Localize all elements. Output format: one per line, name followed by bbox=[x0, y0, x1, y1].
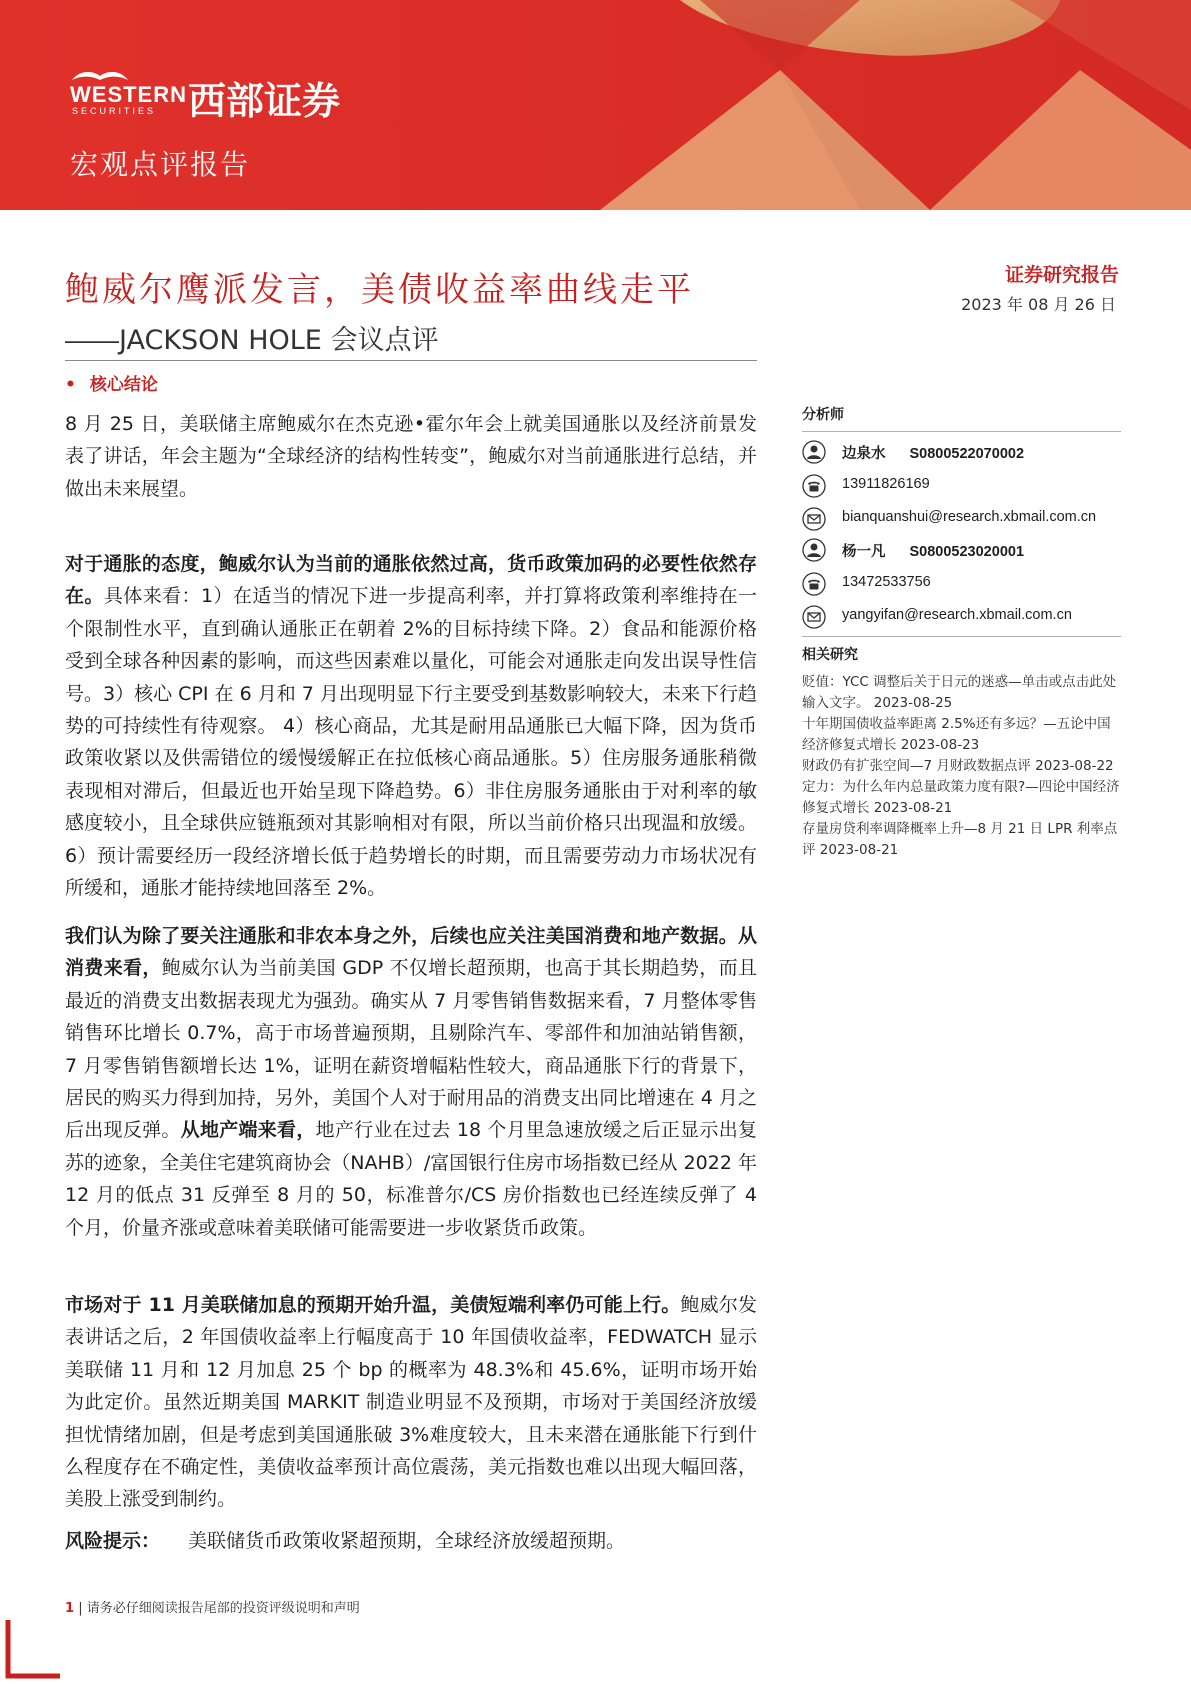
subtitle-dash: —— bbox=[65, 325, 119, 355]
analyst-1 bbox=[842, 442, 1024, 463]
person-icon bbox=[802, 440, 826, 464]
analyst-1-name-row bbox=[802, 438, 1121, 468]
bullet-icon: • bbox=[65, 375, 76, 395]
report-subtitle bbox=[65, 318, 438, 357]
risk-notice bbox=[65, 1526, 625, 1553]
paragraph-2 bbox=[65, 548, 757, 904]
analyst-1-email[interactable]: bianquanshui@research.xbmail.com.cn bbox=[842, 509, 1097, 525]
related-top-divider bbox=[802, 636, 1121, 637]
bull-horn-icon bbox=[70, 68, 130, 82]
analyst-2-phone: 13472533756 bbox=[842, 574, 931, 590]
analyst-1-phone-row bbox=[802, 472, 1121, 502]
footer-disclaimer: 请务必仔细阅读报告尾部的投资评级说明和声明 bbox=[86, 1601, 360, 1616]
page-footer bbox=[65, 1597, 360, 1616]
page-number: 1 bbox=[65, 1601, 75, 1616]
analyst-1-name: 边泉水 bbox=[842, 446, 886, 462]
related-item[interactable]: 存量房贷利率调降概率上升—8 月 21 日 LPR 利率点评 2023-08-21 bbox=[802, 821, 1118, 858]
paragraph-3 bbox=[65, 920, 757, 1244]
analyst-heading: 分析师 bbox=[802, 407, 844, 423]
related-item[interactable]: 十年期国债收益率距离 2.5%还有多远？—五论中国经济修复式增长 2023-08-23 bbox=[802, 716, 1111, 753]
paragraph-2-body: 具体来看：1）在适当的情况下进一步提高利率，并打算将政策利率维持在一个限制性水平，直到确认通胀正在朝着 2%的目标持续下降。2）食品和能源价格受到全球各种因素的影响，而这些因素难以量化，可能会对通胀走向发出误导性信号。3）核心 CPI 在 6 月和 7 月出现明显下行主要受到基数影响较大，未来下行趋势的可持续性有待观察。 4）核心商品，尤其是耐用品通胀已大幅下降，因为货币政策收紧以及供需错位的缓慢缓解正在拉低核心商品通胀。5）住房服务通胀稍微表现相对滞后，但最近也开始呈现下降趋势。6）非住房服务通胀由于对利率的敏感度较小，且全球供应链瓶颈对其影响相对有限，所以当前价格只出现温和放缓。6）预计需要经历一段经济增长低于趋势增长的时期，而且需要劳动力市场状况有所缓和，通胀才能持续地回落至 2%。 bbox=[65, 585, 757, 900]
phone-icon bbox=[802, 474, 826, 498]
logo-securities: SECURITIES bbox=[72, 106, 157, 116]
paragraph-1: 8 月 25 日，美联储主席鲍威尔在杰克逊•霍尔年会上就美国通胀以及经济前景发表了讲话，年会主题为“全球经济的结构性转变”，鲍威尔对当前通胀进行总结，并做出未来展望。 bbox=[65, 413, 757, 500]
paragraph-3-body-b: 地产行业在过去 18 个月里急速放缓之后正显示出复苏的迹象，全美住宅建筑商协会（NAHB）/富国银行住房市场指数已经从 2022 年 12 月的低点 31 反弹至 8 月的 50，标准普尔/CS 房价指数也已经连续反弹了 4 个月，价量齐涨或意味着美联储可能需要进一步收紧货币政策。 bbox=[65, 1119, 757, 1239]
related-item[interactable]: 定力：为什么年内总量政策力度有限?—四论中国经济修复式增长 2023-08-21 bbox=[802, 779, 1120, 816]
paragraph-4-body: 鲍威尔发表讲话之后，2 年国债收益率上行幅度高于 10 年国债收益率，FEDWATCH 显示美联储 11 月和 12 月加息 25 个 bp 的概率为 48.3%和 45.6%，证明市场开始为此定价。虽然近期美国 MARKIT 制造业明显不及预期，市场对于美国经济放缓担忧情绪加剧，但是考虑到美国通胀破 3%难度较大，且未来潜在通胀能下行到什么程度存在不确定性，美债收益率预计高位震荡，美元指数也难以出现大幅回落，美股上涨受到制约。 bbox=[65, 1294, 757, 1511]
section-heading-text: 核心结论 bbox=[89, 375, 158, 395]
subtitle-text: JACKSON HOLE 会议点评 bbox=[119, 325, 439, 356]
title-divider bbox=[65, 360, 757, 361]
email-icon bbox=[802, 507, 826, 531]
paragraph-3-body-a: 鲍威尔认为当前美国 GDP 不仅增长超预期，也高于其长期趋势，而且最近的消费支出数据表现尤为强劲。确实从 7 月零售销售数据来看，7 月整体零售销售环比增长 0.7%，高于市场普遍预期，且剔除汽车、零部件和加油站销售额，7 月零售销售额增长达 1%，证明在薪资增幅粘性较大，商品通胀下行的背景下，居民的购买力得到加持，另外，美国个人对于耐用品的消费支出同比增速在 4 月之后出现反弹。 bbox=[65, 957, 757, 1142]
paragraph-2-lead: 对于通胀的态度，鲍威尔认为当前的通胀依然过高，货币政策加码的必要性依然存在。 bbox=[65, 553, 757, 608]
analyst-2-email-row bbox=[802, 603, 1121, 633]
analyst-1-license: S0800522070002 bbox=[909, 446, 1025, 462]
risk-text: 美联储货币政策收紧超预期，全球经济放缓超预期。 bbox=[188, 1530, 626, 1552]
analyst-divider bbox=[802, 431, 1121, 432]
analyst-2-license: S0800523020001 bbox=[909, 544, 1025, 560]
related-list bbox=[802, 672, 1122, 861]
paragraph-4-lead: 市场对于 11 月美联储加息的预期开始升温，美债短端利率仍可能上行。 bbox=[65, 1294, 681, 1316]
footer-separator: | bbox=[78, 1601, 83, 1616]
logo-english: WESTERN bbox=[70, 82, 187, 107]
report-date: 2023 年 08 月 26 日 bbox=[961, 295, 1116, 314]
person-icon bbox=[802, 538, 826, 562]
paragraph-3-lead: 我们认为除了要关注通胀和非农本身之外，后续也应关注美国消费和地产数据。从消费来看， bbox=[65, 925, 757, 980]
analyst-2-phone-row bbox=[802, 570, 1121, 600]
section-heading bbox=[65, 370, 158, 395]
related-item[interactable]: 财政仍有扩张空间—7 月财政数据点评 2023-08-22 bbox=[802, 758, 1114, 774]
logo-chinese: 西部证券 bbox=[188, 79, 341, 123]
email-icon bbox=[802, 605, 826, 629]
report-category: 证券研究报告 bbox=[1004, 264, 1119, 286]
phone-icon bbox=[802, 572, 826, 596]
paragraph-4 bbox=[65, 1289, 757, 1516]
related-heading: 相关研究 bbox=[802, 647, 858, 663]
paragraph-3-sublead: 从地产端来看， bbox=[180, 1119, 316, 1142]
analyst-2 bbox=[842, 540, 1024, 561]
analyst-1-phone: 13911826169 bbox=[842, 476, 930, 492]
analyst-2-name-row bbox=[802, 536, 1121, 566]
analyst-2-name: 杨一凡 bbox=[842, 544, 886, 560]
report-type: 宏观点评报告 bbox=[70, 148, 251, 181]
analyst-1-email-row bbox=[802, 505, 1121, 535]
header-banner bbox=[0, 0, 1191, 210]
analyst-2-email[interactable]: yangyifan@research.xbmail.com.cn bbox=[842, 607, 1072, 623]
report-title: 鲍威尔鹰派发言，美债收益率曲线走平 bbox=[65, 270, 694, 310]
risk-label: 风险提示： bbox=[65, 1530, 161, 1552]
related-item[interactable]: 贬值：YCC 调整后关于日元的迷惑—单击或点击此处输入文字。 2023-08-25 bbox=[802, 674, 1117, 711]
corner-mark bbox=[0, 1620, 60, 1684]
